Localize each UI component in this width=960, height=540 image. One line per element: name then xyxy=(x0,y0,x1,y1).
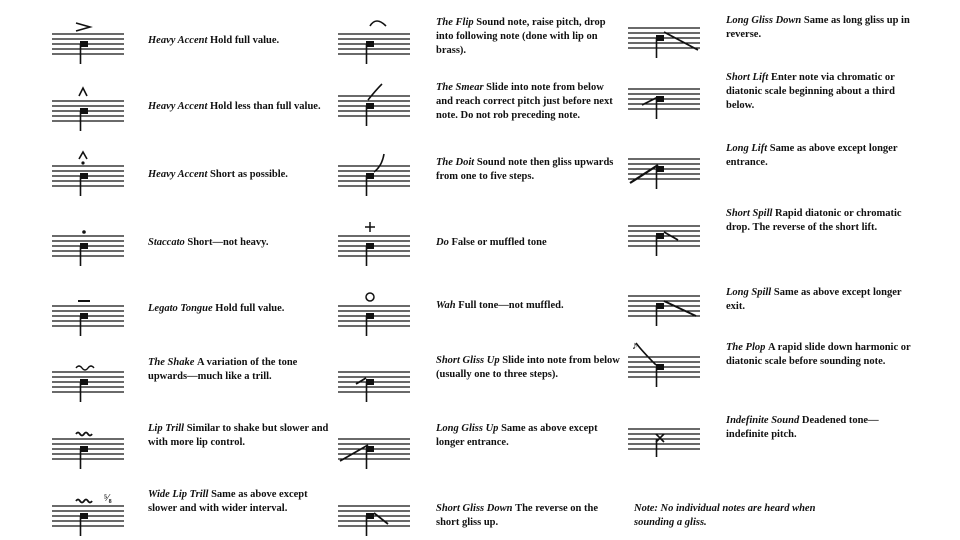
long-gliss-up-notation xyxy=(338,425,398,455)
entry-name: Staccato xyxy=(148,237,185,248)
articulation-entry xyxy=(436,156,621,184)
articulation-entry xyxy=(148,422,333,450)
entry-name: Heavy Accent xyxy=(148,101,208,112)
short-spill-notation xyxy=(628,212,688,242)
entry-name: Long Spill xyxy=(726,287,772,298)
entry-name: The Smear xyxy=(436,82,484,93)
articulation-entry xyxy=(726,71,911,113)
entry-description: Hold less than full value. xyxy=(210,101,321,112)
entry-name: The Plop xyxy=(726,342,766,353)
entry-name: The Doit xyxy=(436,157,475,168)
entry-description: Deadened tone—indefinite pitch. xyxy=(726,415,879,440)
entry-description: Short—not heavy. xyxy=(187,237,269,248)
entry-description: Slide into note from below and reach correct pitch just before next note. Do not rob preceding note. xyxy=(436,82,613,121)
articulation-entry xyxy=(436,81,621,123)
entry-name: Short Lift xyxy=(726,72,769,83)
entry-description: A variation of the tone upwards—much like a trill. xyxy=(148,357,298,382)
entry-name: The Flip xyxy=(436,17,474,28)
short-lift-notation xyxy=(628,75,688,105)
articulation-entry xyxy=(148,236,333,250)
articulation-entry xyxy=(436,236,621,250)
entry-description: Full tone—not muffled. xyxy=(458,300,564,311)
entry-description: Rapid diatonic or chromatic drop. The reverse of the short lift. xyxy=(726,208,902,233)
entry-description: Hold full value. xyxy=(210,35,280,46)
entry-name: Short Gliss Down xyxy=(436,503,513,514)
entry-description: Same as above except longer entrance. xyxy=(726,143,898,168)
svg-text:♪: ♪ xyxy=(632,340,638,352)
short-gliss-down-notation xyxy=(338,492,398,522)
entry-name: Long Gliss Up xyxy=(436,423,499,434)
articulation-entry xyxy=(436,16,621,58)
articulation-entry xyxy=(436,422,621,450)
articulation-entry xyxy=(726,414,911,442)
articulation-entry xyxy=(148,302,333,316)
articulation-entry xyxy=(148,356,333,384)
entry-name: Short Gliss Up xyxy=(436,355,500,366)
entry-name: Do xyxy=(436,237,449,248)
articulation-entry xyxy=(436,502,621,530)
entry-description: A rapid slide down harmonic or diatonic scale before sounding note. xyxy=(726,342,911,367)
articulation-entry xyxy=(436,354,621,382)
articulation-entry xyxy=(726,286,911,314)
entry-description: Same as above except longer entrance. xyxy=(436,423,598,448)
entry-name: Wah xyxy=(436,300,456,311)
entry-name: Lip Trill xyxy=(148,423,185,434)
articulation-entry xyxy=(726,341,911,369)
smear-notation xyxy=(338,82,398,112)
footnote: Note: No individual notes are heard when sounding a gliss. xyxy=(634,503,816,528)
staccato-notation xyxy=(52,222,112,252)
entry-description: Enter note via chromatic or diatonic scale beginning about a third below. xyxy=(726,72,895,111)
articulation-entry xyxy=(148,100,333,114)
flip-notation xyxy=(338,20,398,50)
marcato-notation xyxy=(52,87,112,117)
entry-name: Long Lift xyxy=(726,143,768,154)
articulation-entry xyxy=(726,14,911,42)
entry-description: Same as above except longer exit. xyxy=(726,287,902,312)
entry-description: Same as above except slower and with wider interval. xyxy=(148,489,308,514)
entry-name: Short Spill xyxy=(726,208,773,219)
entry-description: Sound note then gliss upwards from one to five steps. xyxy=(436,157,614,182)
entry-description: Similar to shake but slower and with more lip control. xyxy=(148,423,329,448)
articulation-entry xyxy=(726,207,911,235)
entry-description: Sound note, raise pitch, drop into following note (done with lip on brass). xyxy=(436,17,606,56)
entry-name: Long Gliss Down xyxy=(726,15,802,26)
entry-name: The Shake xyxy=(148,357,195,368)
wide-lip-trill-notation xyxy=(52,492,112,522)
articulation-entry xyxy=(726,142,911,170)
articulation-entry xyxy=(148,168,333,182)
articulation-entry xyxy=(148,488,333,516)
entry-name: Indefinite Sound xyxy=(726,415,800,426)
entry-description: Short as possible. xyxy=(210,169,288,180)
plus-notation xyxy=(338,222,398,252)
articulation-entry xyxy=(148,34,333,48)
entry-name: Heavy Accent xyxy=(148,35,208,46)
short-gliss-up-notation xyxy=(338,358,398,388)
entry-description: False or muffled tone xyxy=(451,237,547,248)
entry-description: Same as long gliss up in reverse. xyxy=(726,15,910,40)
entry-name: Wide Lip Trill xyxy=(148,489,209,500)
tenuto-notation xyxy=(52,292,112,322)
plop-notation xyxy=(628,340,688,373)
doit-notation xyxy=(338,152,398,182)
entry-name: Legato Tongue xyxy=(148,303,213,314)
marcato-staccato-notation xyxy=(52,152,112,182)
accent-wedge-notation xyxy=(52,20,112,50)
lip-trill-notation xyxy=(52,425,112,455)
articulation-entry xyxy=(436,299,621,313)
long-gliss-down-notation xyxy=(628,14,688,44)
entry-description: Slide into note from below (usually one to three steps). xyxy=(436,355,620,380)
long-lift-notation xyxy=(628,145,688,175)
entry-name: Heavy Accent xyxy=(148,169,208,180)
shake-notation xyxy=(52,358,112,388)
svg-text:⁵⁄₈: ⁵⁄₈ xyxy=(104,493,112,504)
x-note-notation xyxy=(628,415,688,445)
long-spill-notation xyxy=(628,282,688,312)
entry-description: Hold full value. xyxy=(215,303,285,314)
circle-notation xyxy=(338,292,398,322)
entry-description: The reverse on the short gliss up. xyxy=(436,503,598,528)
